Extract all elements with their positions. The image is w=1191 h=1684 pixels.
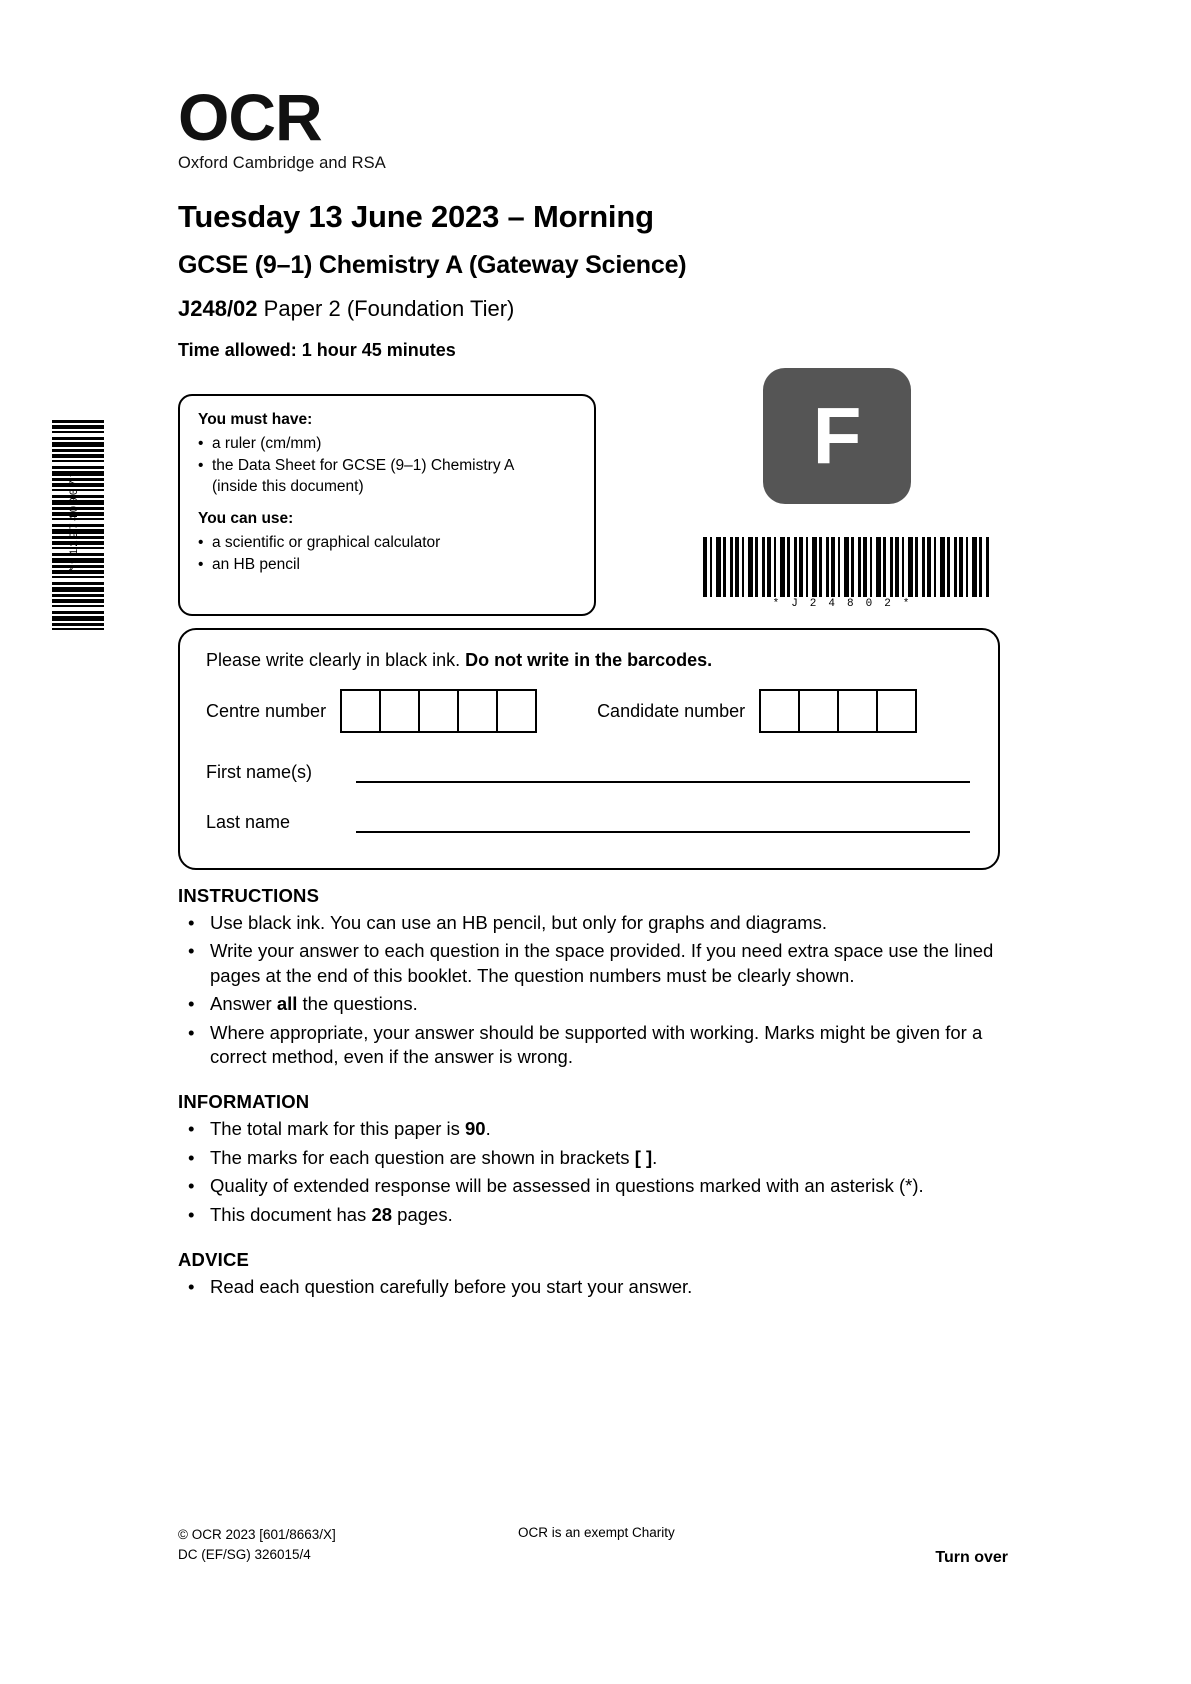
body-text: The marks for each question are shown in brackets [210,1146,635,1168]
exam-date-title: Tuesday 13 June 2023 – Morning [178,198,654,234]
must-have-item-0: a ruler (cm/mm) [212,434,322,452]
must-have-item-1: the Data Sheet for GCSE (9–1) Chemistry A [212,456,515,474]
must-have-list [198,434,576,498]
list-item [198,456,576,498]
candidate-details-box [178,628,1000,870]
tier-badge: F [763,368,911,504]
requirements-box [178,394,596,616]
qualification-title: GCSE (9–1) Chemistry A (Gateway Science) [178,250,687,279]
centre-number-cell[interactable] [457,689,498,733]
list-item [178,911,1008,935]
ocr-logo-tagline: Oxford Cambridge and RSA [178,153,386,172]
turn-over-text: Turn over [935,1549,1008,1566]
body-text: . [652,1146,658,1168]
emphasis-text: 28 [371,1203,393,1225]
list-item [178,1021,1008,1070]
left-barcode-text: *9129740907* [69,469,81,573]
centre-number-cell[interactable] [418,689,459,733]
list-item [178,1174,1008,1198]
body-text: pages. [392,1203,453,1225]
number-row [202,689,976,733]
footer-left [178,1525,336,1564]
emphasis-text: all [276,993,298,1015]
candidate-number-input[interactable] [759,689,917,733]
last-name-row [202,809,976,833]
write-clearly-note [206,650,976,671]
must-have-title: You must have: [198,411,313,428]
instruction-sections [178,885,1008,1299]
list-item [198,434,576,455]
centre-number-input[interactable] [340,689,537,733]
first-names-input[interactable] [356,759,970,783]
paper-name: Paper 2 (Foundation Tier) [263,295,515,321]
first-names-row [202,759,976,783]
can-use-item-0: a scientific or graphical calculator [212,533,441,551]
header-block [178,0,1008,361]
copyright-text: © OCR 2023 [601/8663/X] [178,1527,336,1542]
last-name-label: Last name [206,812,291,832]
paper-code: J248/02 [178,295,258,321]
candidate-number-cell[interactable] [759,689,800,733]
list-item [178,1203,1008,1227]
write-clearly-text: Please write clearly in black ink. [206,650,466,670]
centre-number-cell[interactable] [379,689,420,733]
must-have-continuation: (inside this document) [212,477,364,495]
ocr-logo-text: OCR [178,80,322,154]
candidate-number-cell[interactable] [837,689,878,733]
section-heading-information: INFORMATION [178,1091,310,1113]
candidate-number-label: Candidate number [597,700,746,721]
body-text: This document has [210,1203,372,1225]
body-text: Read each question carefully before you start your answer. [210,1276,693,1298]
list-item [178,1275,1008,1299]
can-use-title: You can use: [198,509,294,527]
body-text: the questions. [297,993,418,1015]
body-text: Write your answer to each question in the space provided. If you need extra space use the lined pages at the end of this booklet. The question numbers must be clearly shown. [210,940,994,986]
body-text: The total mark for this paper is [210,1118,465,1140]
charity-text: OCR is an exempt Charity [518,1525,675,1540]
body-text: . [485,1118,491,1140]
first-names-label: First name(s) [206,762,313,782]
body-text: Where appropriate, your answer should be supported with working. Marks might be given for a correct method, even if the answer is wrong. [210,1021,983,1068]
centre-number-cell[interactable] [496,689,537,733]
right-barcode [703,537,991,613]
paper-line [178,296,1008,322]
emphasis-text: 90 [465,1118,486,1140]
left-barcode [40,420,104,630]
can-use-list [198,533,576,576]
list-item [198,533,576,554]
body-text: Answer [210,993,277,1015]
section-list-information [178,1117,1008,1227]
list-item [178,1146,1008,1170]
body-text: Quality of extended response will be assessed in questions marked with an asterisk (*). [210,1175,924,1197]
section-heading-instructions: INSTRUCTIONS [178,885,320,906]
list-item [178,1117,1008,1141]
last-name-input[interactable] [356,809,970,833]
centre-number-label: Centre number [206,700,327,721]
right-barcode-text: *J24802* [772,598,922,610]
section-list-advice [178,1275,1008,1299]
centre-number-cell[interactable] [340,689,381,733]
document-code: DC (EF/SG) 326015/4 [178,1546,311,1562]
right-barcode-bars [703,537,991,597]
candidate-number-cell[interactable] [798,689,839,733]
section-heading-advice: ADVICE [178,1249,250,1271]
body-text: Use black ink. You can use an HB pencil, but only for graphs and diagrams. [210,912,828,933]
list-item [178,939,1008,988]
emphasis-text: [ ] [634,1146,653,1168]
list-item [198,555,576,576]
ocr-logo [178,0,408,173]
section-list-instructions [178,911,1008,1069]
time-allowed: Time allowed: 1 hour 45 minutes [178,339,456,360]
do-not-write-barcodes-text: Do not write in the barcodes. [465,650,713,670]
list-item [178,992,1008,1016]
candidate-number-cell[interactable] [876,689,917,733]
can-use-item-1: an HB pencil [212,555,300,573]
